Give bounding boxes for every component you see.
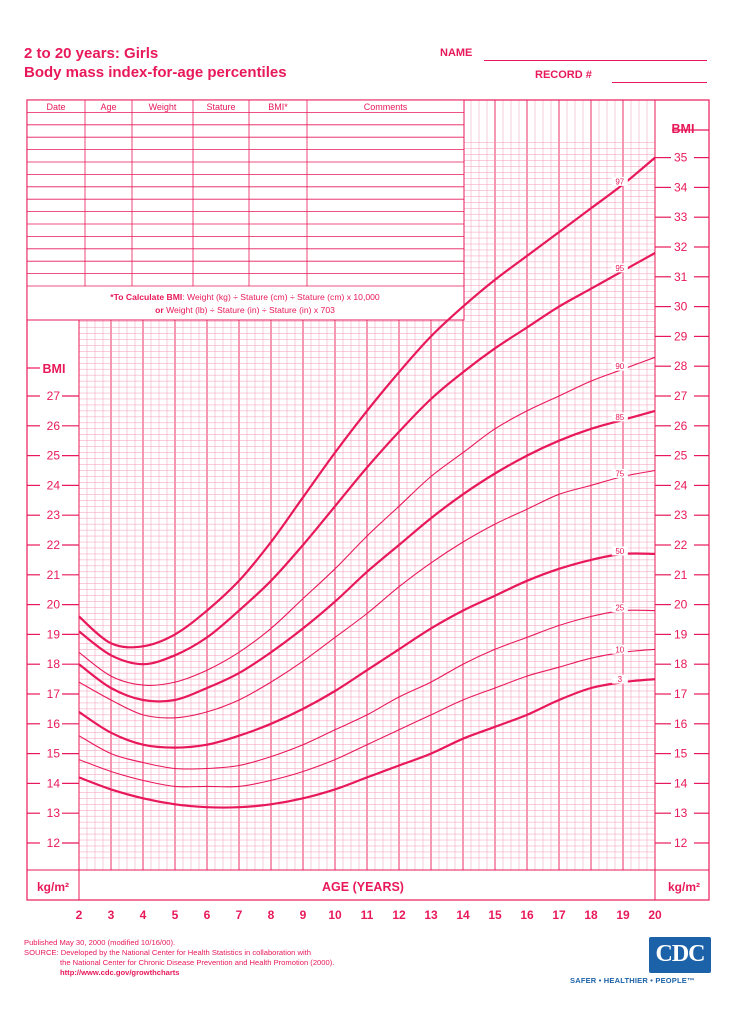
table-header-age: Age [100,102,117,112]
x-tick-label: 12 [392,908,406,922]
table-header-bmi: BMI* [268,102,288,112]
y-tick-label-left: 17 [46,687,60,701]
x-tick-label: 20 [648,908,662,922]
y-tick-label-right: 20 [674,597,688,612]
x-tick-label: 8 [267,908,275,922]
footer-published: Published May 30, 2000 (modified 10/16/00). [24,938,176,947]
x-tick-label: 15 [488,908,502,922]
y-axis-title-left: BMI [42,362,66,376]
y-tick-label-left: 27 [46,389,60,403]
x-tick-label: 19 [616,908,630,922]
x-tick-label: 11 [360,908,374,922]
footer-source-line: SOURCE: Developed by the National Center for Health Statistics in collaboration with [24,948,312,957]
y-tick-label-right: 30 [674,299,688,314]
x-tick-label: 14 [456,908,470,922]
y-tick-label-right: 19 [674,627,688,642]
y-tick-label-right: 35 [674,150,688,165]
y-tick-label-left: 21 [46,567,60,582]
chart-title-line1: 2 to 20 years: Girls [24,45,159,62]
data-entry-table [27,100,464,320]
x-tick-label: 9 [299,908,307,922]
y-tick-label-left: 23 [46,508,60,523]
x-tick-label: 10 [328,908,342,922]
y-tick-label-right: 33 [674,210,688,225]
percentile-label-3: 3 [617,675,623,685]
y-tick-label-left: 16 [46,716,60,731]
x-tick-label: 13 [424,908,438,922]
y-tick-label-right: 27 [674,389,688,403]
y-tick-label-right: 21 [674,567,688,582]
y-tick-label-right: 32 [674,240,688,254]
percentile-label-90: 90 [615,362,625,372]
record-label: RECORD # [535,69,592,81]
y-tick-label-left: 19 [46,627,60,642]
y-tick-label-left: 18 [46,657,60,672]
x-axis-title: AGE (YEARS) [322,880,404,894]
chart-title-line2: Body mass index-for-age percentiles [24,64,287,81]
y-tick-label-right: 25 [674,448,688,463]
y-tick-label-right: 28 [674,359,688,374]
y-tick-label-right: 16 [674,716,688,731]
y-tick-label-right: 34 [674,180,688,195]
percentile-label-85: 85 [615,412,625,422]
percentile-label-25: 25 [615,603,625,613]
percentile-label-50: 50 [615,546,625,556]
x-tick-label: 16 [520,908,534,922]
table-header-date: Date [46,102,66,112]
bmi-formula-or: or [155,305,164,315]
y-tick-label-left: 25 [46,448,60,463]
x-tick-label: 17 [552,908,566,922]
table-header-stature: Stature [206,102,236,112]
y-tick-label-left: 20 [46,597,60,612]
percentile-label-97: 97 [615,177,625,187]
x-tick-label: 4 [139,908,147,922]
table-header-weight: Weight [148,102,177,112]
footer-source-line2: the National Center for Chronic Disease Prevention and Health Promotion (2000). [60,958,335,967]
x-tick-label: 7 [235,908,243,922]
percentile-labels [612,177,628,684]
y-tick-label-left: 22 [46,538,60,552]
x-tick-label: 2 [75,908,83,922]
y-tick-label-right: 12 [674,836,688,850]
y-tick-label-left: 26 [46,418,60,433]
y-tick-label-left: 14 [46,776,60,791]
bmi-formula-label: *To Calculate BMI [110,292,183,302]
bmi-formula-line1 [110,292,380,302]
y-tick-label-right: 26 [674,418,688,433]
percentile-label-10: 10 [615,645,625,655]
footer-url[interactable]: http://www.cdc.gov/growthcharts [60,968,180,977]
y-tick-label-right: 15 [674,746,688,761]
y-tick-label-right: 18 [674,657,688,672]
y-tick-label-right: 17 [674,687,688,701]
x-tick-label: 5 [171,908,179,922]
table-header-comments: Comments [363,102,408,112]
percentile-label-95: 95 [615,263,625,273]
y-tick-label-right: 31 [674,269,688,284]
y-tick-label-right: 22 [674,538,688,552]
cdc-tagline: SAFER • HEALTHIER • PEOPLE™ [570,976,695,985]
y-tick-label-right: 23 [674,508,688,523]
x-tick-label: 18 [584,908,598,922]
y-tick-label-right: 29 [674,329,688,344]
y-tick-label-right: 14 [674,776,688,791]
y-tick-label-left: 12 [46,836,60,850]
unit-label-right: kg/m² [667,880,701,894]
unit-label-left: kg/m² [36,880,70,894]
table-background [27,100,464,320]
bmi-formula-imperial: Weight (lb) ÷ Stature (in) ÷ Stature (in) x 703 [163,305,335,315]
y-axis-title-right: BMI [671,122,695,136]
y-tick-label-right: 24 [674,478,688,493]
y-tick-label-left: 24 [46,478,60,493]
percentile-label-75: 75 [615,469,625,479]
bmi-formula-metric: : Weight (kg) ÷ Stature (cm) ÷ Stature (cm) x 10,000 [182,292,380,302]
y-tick-label-right: 13 [674,806,688,821]
footer-source [24,938,334,978]
x-tick-label: 3 [107,908,115,922]
x-tick-label: 6 [203,908,211,922]
cdc-logo-text: CDC [655,941,705,967]
name-label: NAME [440,47,473,59]
y-tick-label-left: 13 [46,806,60,821]
bmi-formula-line2 [155,305,335,315]
y-tick-label-left: 15 [46,746,60,761]
cdc-logo [649,937,711,973]
